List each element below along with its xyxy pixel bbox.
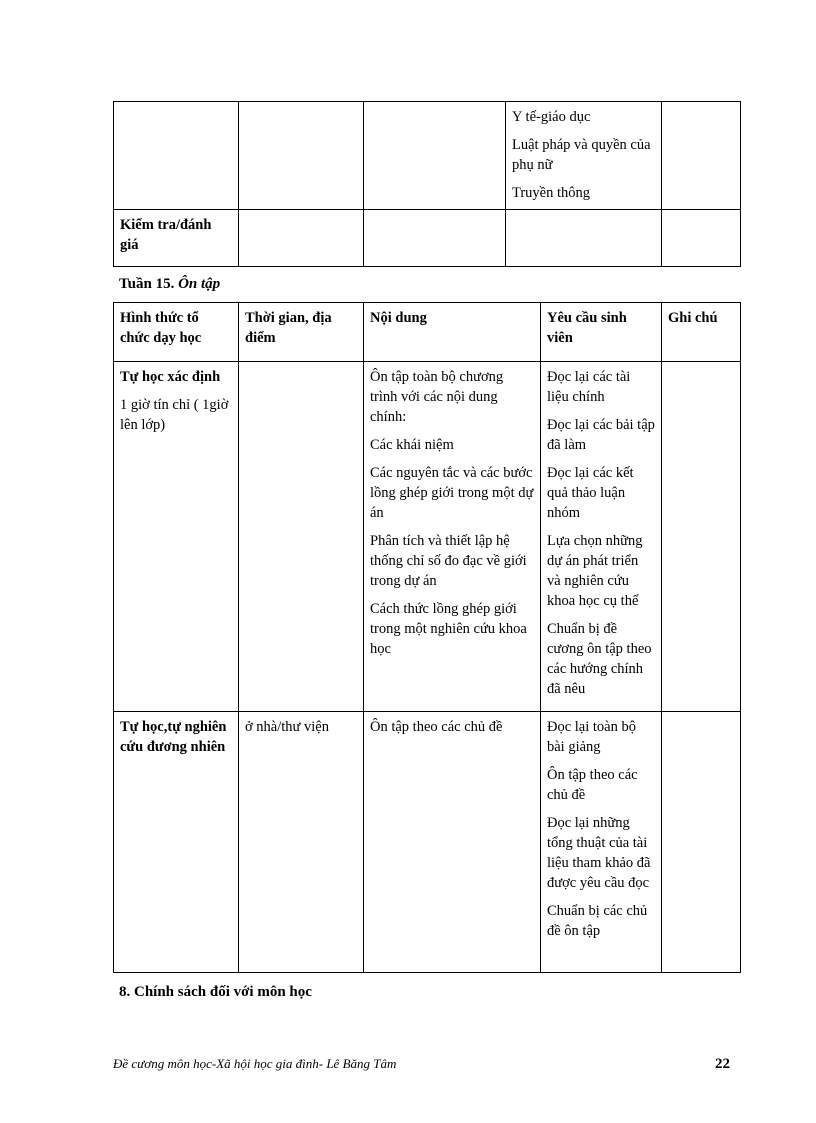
week-prefix: Tuần 15. bbox=[119, 276, 179, 292]
table-row bbox=[114, 210, 741, 267]
cell-text: Các khái niệm bbox=[370, 437, 454, 453]
header-cell: Ghi chú bbox=[662, 303, 741, 362]
cell-text: Y tế-giáo dục bbox=[512, 109, 591, 125]
cell-text: Đọc lại toàn bộ bài giảng bbox=[547, 719, 636, 755]
cell-text: Luật pháp và quyền của phụ nữ bbox=[512, 137, 651, 173]
cell-text: Lựa chọn những dự án phát triển và nghiên cứu khoa học cụ thể bbox=[547, 533, 643, 609]
cell-text: Ôn tập theo các chủ đề bbox=[547, 767, 638, 803]
cell-text: Đọc lại các tài liệu chính bbox=[547, 369, 631, 405]
week-heading bbox=[119, 276, 220, 293]
header-cell: Nội dung bbox=[364, 303, 541, 362]
table-cell bbox=[114, 362, 239, 712]
continuation-table bbox=[113, 101, 741, 267]
cell-text: Kiểm tra/đánh giá bbox=[120, 217, 212, 253]
cell-text: Ôn tập toàn bộ chương trình với các nội dung chính: bbox=[370, 369, 504, 425]
cell-text: Đọc lại các kết quả thảo luận nhóm bbox=[547, 465, 634, 521]
table-cell bbox=[239, 362, 364, 712]
table-cell bbox=[114, 102, 239, 210]
cell-text: Các nguyên tắc và các bước lồng ghép giới trong một dự án bbox=[370, 465, 534, 521]
table-cell bbox=[239, 102, 364, 210]
header-cell: Hình thức tổ chức dạy học bbox=[114, 303, 239, 362]
cell-text: Chuẩn bị các chủ đề ôn tập bbox=[547, 903, 648, 939]
table-cell bbox=[662, 102, 741, 210]
cell-text: Tự học xác định bbox=[120, 369, 221, 385]
cell-text: Đọc lại những tổng thuật của tài liệu tham khảo đã được yêu cầu đọc bbox=[547, 815, 651, 891]
week-title: Ôn tập bbox=[178, 276, 221, 292]
footer-text: Đề cương môn học-Xã hội học gia đình- Lê Băng Tâm bbox=[113, 1056, 397, 1071]
table-cell bbox=[662, 210, 741, 267]
table-cell bbox=[364, 712, 541, 973]
table-cell bbox=[114, 210, 239, 267]
table-cell bbox=[239, 712, 364, 973]
table-cell bbox=[239, 210, 364, 267]
table-cell bbox=[506, 102, 662, 210]
table-row bbox=[114, 102, 741, 210]
table-cell bbox=[541, 712, 662, 973]
cell-text: Cách thức lồng ghép giới trong một nghiên cứu khoa học bbox=[370, 601, 527, 657]
table-row bbox=[114, 362, 741, 712]
cell-text: Ôn tập theo các chủ đề bbox=[370, 719, 503, 735]
table-cell bbox=[114, 712, 239, 973]
cell-text: 1 giờ tín chỉ ( 1giờ lên lớp) bbox=[120, 397, 229, 433]
table-cell bbox=[364, 362, 541, 712]
header-cell: Yêu cầu sinh viên bbox=[541, 303, 662, 362]
cell-text: Truyền thông bbox=[512, 185, 591, 201]
cell-text: Đọc lại các bải tập đã làm bbox=[547, 417, 655, 453]
table-cell bbox=[364, 102, 506, 210]
cell-text: ở nhà/thư viện bbox=[245, 719, 329, 735]
table-cell bbox=[364, 210, 506, 267]
table-cell bbox=[662, 362, 741, 712]
cell-text: Phân tích và thiết lập hệ thống chỉ số đo đạc về giới trong dự án bbox=[370, 533, 527, 589]
schedule-table bbox=[113, 302, 741, 973]
table-row bbox=[114, 712, 741, 973]
page-number: 22 bbox=[715, 1056, 730, 1072]
header-cell: Thời gian, địa điểm bbox=[239, 303, 364, 362]
table-cell bbox=[506, 210, 662, 267]
table-cell bbox=[662, 712, 741, 973]
cell-text: Tự học,tự nghiên cứu đương nhiên bbox=[120, 719, 227, 755]
table-cell bbox=[541, 362, 662, 712]
table-header-row bbox=[114, 303, 741, 362]
section-heading: 8. Chính sách đối với môn học bbox=[119, 984, 312, 1000]
cell-text: Chuẩn bị đề cương ôn tập theo các hướng chính đã nêu bbox=[547, 621, 652, 697]
